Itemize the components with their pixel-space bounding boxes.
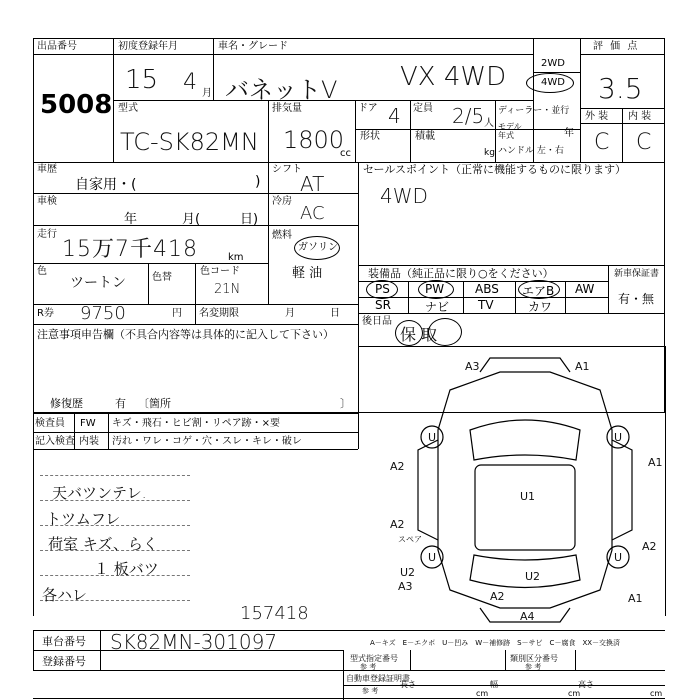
capacity-label: 定員 [413, 103, 433, 114]
displacement: 1800 [283, 126, 345, 154]
mark-a3-rear: A3 [398, 580, 413, 593]
mark-a1-front: A1 [575, 360, 590, 373]
reference-label-1: 参 考 [360, 663, 377, 671]
remark-5: 各ハレ [42, 586, 88, 604]
chassis-label: 車台番号 [42, 635, 86, 648]
load-label: 積載 [415, 131, 435, 142]
ac-value: AC [300, 203, 325, 224]
new-warranty-label: 新車保証書 [614, 269, 660, 279]
shape-label: 形状 [360, 131, 380, 142]
inspection-month: 月( [182, 212, 201, 227]
mark-a2-left-rear: A2 [390, 518, 405, 531]
type-class-label: 類別区分番号 [510, 654, 558, 663]
reference-label-3: 参 考 [362, 687, 379, 695]
mark-spare: スペア [398, 535, 422, 544]
mark-u2-left: U2 [400, 566, 416, 579]
height-label: 高さ [578, 680, 594, 689]
displacement-unit: cc [340, 148, 351, 159]
repair-history-value: 有 [115, 397, 126, 410]
interior-items: 汚れ・ワレ・コゲ・穴・スレ・キレ・破レ [112, 436, 302, 447]
equip-aw: AW [575, 282, 595, 296]
kg-unit: kg [484, 148, 495, 158]
history-close: ) [255, 174, 261, 190]
inspection-year: 年 [124, 212, 138, 227]
notes-label: 注意事項申告欄（不具合内容等は具体的に記入して下さい） [37, 328, 334, 341]
equip-airbag-circle [518, 280, 560, 299]
aftermarket-circle-1 [395, 320, 423, 346]
month-unit: 月 [202, 88, 212, 99]
ac-label: 冷房 [272, 196, 292, 207]
drive-4wd: 4WD [541, 77, 565, 88]
mark-u2-center: U2 [525, 570, 541, 583]
repair-location: 〔箇所 [138, 397, 171, 410]
interior-short-label: 内装 [79, 436, 99, 447]
sales-point-value: 4WD [380, 184, 428, 208]
km-unit: km [228, 252, 244, 263]
sales-point-label: セールスポイント（正常に機能するものに限ります） [363, 163, 627, 176]
car-damage-diagram [380, 350, 670, 625]
grade: VX 4WD [400, 62, 507, 92]
mileage-value: 15万7千418 [62, 237, 198, 262]
model-code: TC-SK82MN [120, 128, 259, 156]
fuel-diesel: 軽 油 [292, 266, 323, 281]
width-label: 幅 [490, 680, 498, 689]
length-label: 長さ [400, 680, 416, 689]
cert-label: 自動車登録証明書 [346, 674, 410, 683]
equipment-label: 装備品（純正品に限り○をください） [368, 267, 554, 280]
inspector-label: 検査員 [35, 418, 65, 429]
fw-label: FW [80, 418, 96, 429]
model-year-label: モデル年式 [498, 122, 522, 140]
mark-a2-right-rear: A2 [642, 540, 657, 553]
score: 3.5 [598, 72, 643, 105]
mark-a3-front: A3 [465, 360, 480, 373]
recycle-label: R券 [37, 308, 54, 319]
exterior-grade: C [594, 130, 610, 155]
reg-number-label: 登録番号 [42, 655, 86, 668]
color-change-label: 色替 [152, 272, 172, 283]
car-name: バネットV [225, 76, 338, 104]
color-code: 21N [214, 282, 241, 297]
width-unit: cm [568, 689, 581, 698]
mark-u-fr: U [614, 431, 623, 444]
equip-pw-circle [418, 280, 454, 299]
equip-airbag: エアB [522, 284, 555, 298]
shift-value: AT [300, 172, 325, 196]
color-label: 色 [37, 266, 47, 277]
repair-history-label: 修復歴 [50, 397, 83, 410]
repair-close: 〕 [340, 397, 351, 410]
chassis-value: SK82MN-301097 [110, 630, 278, 654]
writer-label: 記入検査 [35, 436, 75, 447]
mark-a2-rear: A2 [490, 590, 505, 603]
car-name-label: 車名・グレード [218, 41, 288, 52]
name-change-month: 月 [285, 308, 295, 319]
height-unit: cm [650, 689, 663, 698]
mark-u-rr: U [614, 551, 623, 564]
warranty-value: 有・無 [618, 292, 655, 306]
displacement-label: 排気量 [272, 103, 302, 114]
mark-u1-roof: U1 [520, 490, 536, 503]
equip-navi: ナビ [425, 300, 450, 314]
reference-label-2: 参 考 [525, 663, 542, 671]
mileage-label: 走行 [37, 229, 57, 240]
model-designation-label: 型式指定番号 [350, 654, 398, 663]
mark-a1-right-rear: A1 [628, 592, 643, 605]
exterior-label: 外 装 [585, 111, 609, 122]
equip-pw: PW [425, 282, 445, 296]
recycle-value: 9750 [80, 303, 126, 324]
fuel-gasoline: ガソリン [298, 242, 338, 253]
equip-sr: SR [375, 298, 391, 312]
aftermarket-circle-2 [428, 318, 462, 346]
aftermarket-value: 保 取 [400, 325, 438, 344]
dealer-label: ディーラー・並行 [498, 106, 570, 116]
history-value: 自家用・( [75, 177, 137, 193]
shift-label: シフト [272, 164, 302, 175]
inspection-day: 日) [240, 212, 259, 227]
mark-u-rl: U [428, 551, 437, 564]
model-label: 型式 [118, 103, 138, 114]
odometer-note: 157418 [240, 603, 309, 624]
year-unit: 年 [564, 128, 574, 139]
interior-grade: C [636, 130, 652, 155]
capacity: 2/5 [452, 104, 485, 128]
fw-items: キズ・飛石・ヒビ割・リペア跡・×要 [112, 418, 280, 429]
first-reg-month: 4 [183, 70, 197, 95]
yen-unit: 円 [172, 308, 182, 319]
doors-label: ドア [358, 103, 378, 114]
equip-ps: PS [375, 282, 390, 296]
name-change-day: 日 [330, 308, 340, 319]
remark-4: １ 板バツ [94, 560, 159, 578]
mark-a1-right: A1 [648, 456, 663, 469]
damage-legend: A－キズ E－エクボ U－凹み W－補修跡 S－サビ C－腐食 XX－交換済 [370, 639, 621, 647]
first-reg-label: 初度登録年月 [118, 41, 178, 52]
fuel-label: 燃料 [272, 230, 292, 241]
mark-u-fl: U [428, 431, 437, 444]
lot-number-label: 出品番号 [37, 41, 77, 52]
equip-leather: カワ [528, 300, 553, 314]
interior-label: 内 装 [628, 111, 652, 122]
color-value: ツートン [70, 275, 126, 291]
first-reg-year: 15 [125, 65, 159, 95]
equip-tv: TV [478, 298, 494, 312]
capacity-unit: 人 [484, 118, 494, 129]
remark-1: 天バツンテレ. [52, 484, 147, 502]
remark-2: トツムフレ [46, 510, 121, 528]
handle-label: ハンドル 左・右 [498, 146, 564, 156]
equip-abs: ABS [475, 282, 499, 296]
name-change-label: 名変期限 [199, 308, 239, 319]
color-code-label: 色コード [200, 266, 240, 277]
aftermarket-label: 後日品 [362, 316, 392, 327]
mark-a4-rear: A4 [520, 610, 535, 623]
drive-2wd: 2WD [541, 58, 565, 69]
mark-a2-left: A2 [390, 460, 405, 473]
history-label: 車歴 [37, 164, 57, 175]
length-unit: cm [476, 689, 489, 698]
lot-number: 5008 [40, 90, 113, 120]
inspection-label: 車検 [37, 196, 57, 207]
equip-ps-circle [366, 280, 398, 299]
doors: 4 [388, 104, 401, 128]
score-label: 評 価 点 [593, 41, 640, 52]
remark-3: 荷室 キズ、らく [48, 535, 158, 553]
